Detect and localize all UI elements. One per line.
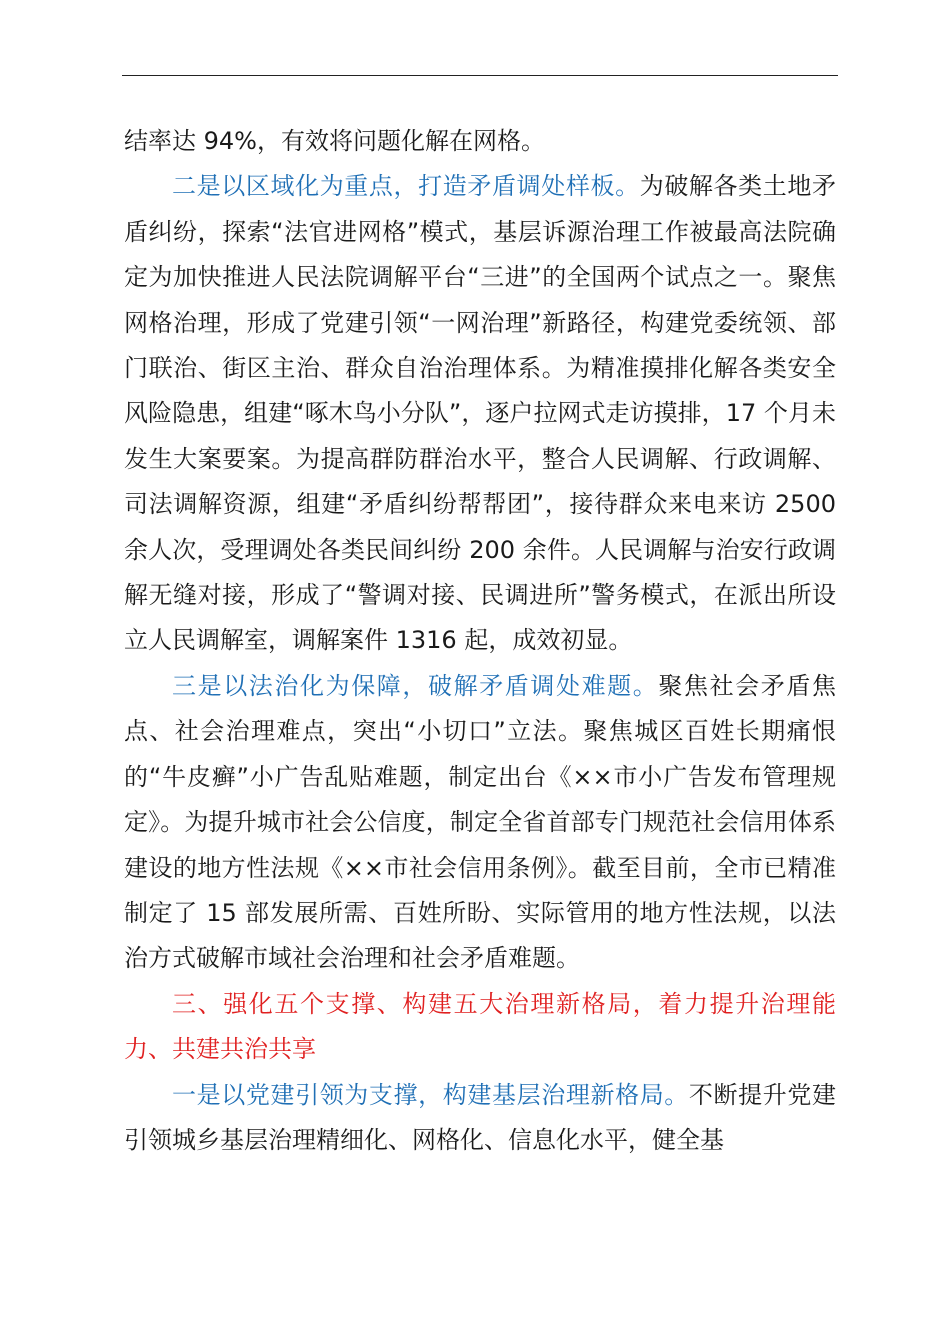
paragraph-text: 为破解各类土地矛盾纠纷，探索“法官进网格”模式，基层诉源治理工作被最高法院确定为加快推进人民法院调解平台“三进”的全国两个试点之一。聚焦网格治理，形成了党建引领“一网治理”新路径，构建党委统领、部门联治、街区主治、群众自治治理体系。为精准摸排化解各类安全风险隐患，组建“啄木鸟小分队”，逐户拉网式走访摸排，17 个月未发生大案要案。为提高群防群治水平，整合人民调解、行政调解、司法调解资源，组建“矛盾纠纷帮帮团”，接待群众来电来访 2500 余人次，受理调处各类民间纠纷 200 余件。人民调解与治安行政调解无缝对接，形成了“警调对接、民调进所”警务模式，在派出所设立人民调解室，调解案件 1316 起，成效初显。 <box>124 172 837 655</box>
section-heading: 三、强化五个支撑、构建五大治理新格局，着力提升治理能力、共建共治共享 <box>124 989 836 1064</box>
paragraph-party-building <box>124 1073 836 1164</box>
paragraph-lead: 三是以法治化为保障，破解矛盾调处难题。 <box>172 671 659 700</box>
paragraph-text: 结率达 94%，有效将问题化解在网格。 <box>124 127 545 155</box>
document-body <box>124 119 836 1163</box>
paragraph-regionalization <box>124 164 836 663</box>
header-rule <box>122 75 838 76</box>
paragraph-lead: 二是以区域化为重点，打造矛盾调处样板。 <box>172 172 640 201</box>
paragraph-text: 聚焦社会矛盾焦点、社会治理难点，突出“小切口”立法。聚焦城区百姓长期痛恨的“牛皮癣”小广告乱贴难题，制定出台《××市小广告发布管理规定》。为提升城市社会公信度，制定全省首部专门规范社会信用体系建设的地方性法规《××市社会信用条例》。截至目前，全市已精准制定了 15 部发展所需、百姓所盼、实际管用的地方性法规，以法治方式破解市域社会治理和社会矛盾难题。 <box>124 671 837 973</box>
paragraph-rule-of-law <box>124 664 836 982</box>
paragraph-continuation <box>124 119 836 164</box>
paragraph-lead: 一是以党建引领为支撑，构建基层治理新格局。 <box>172 1080 689 1109</box>
paragraph-text: 不断提升党建引领城乡基层治理精细化、网格化、信息化水平，健全基 <box>124 1080 836 1154</box>
